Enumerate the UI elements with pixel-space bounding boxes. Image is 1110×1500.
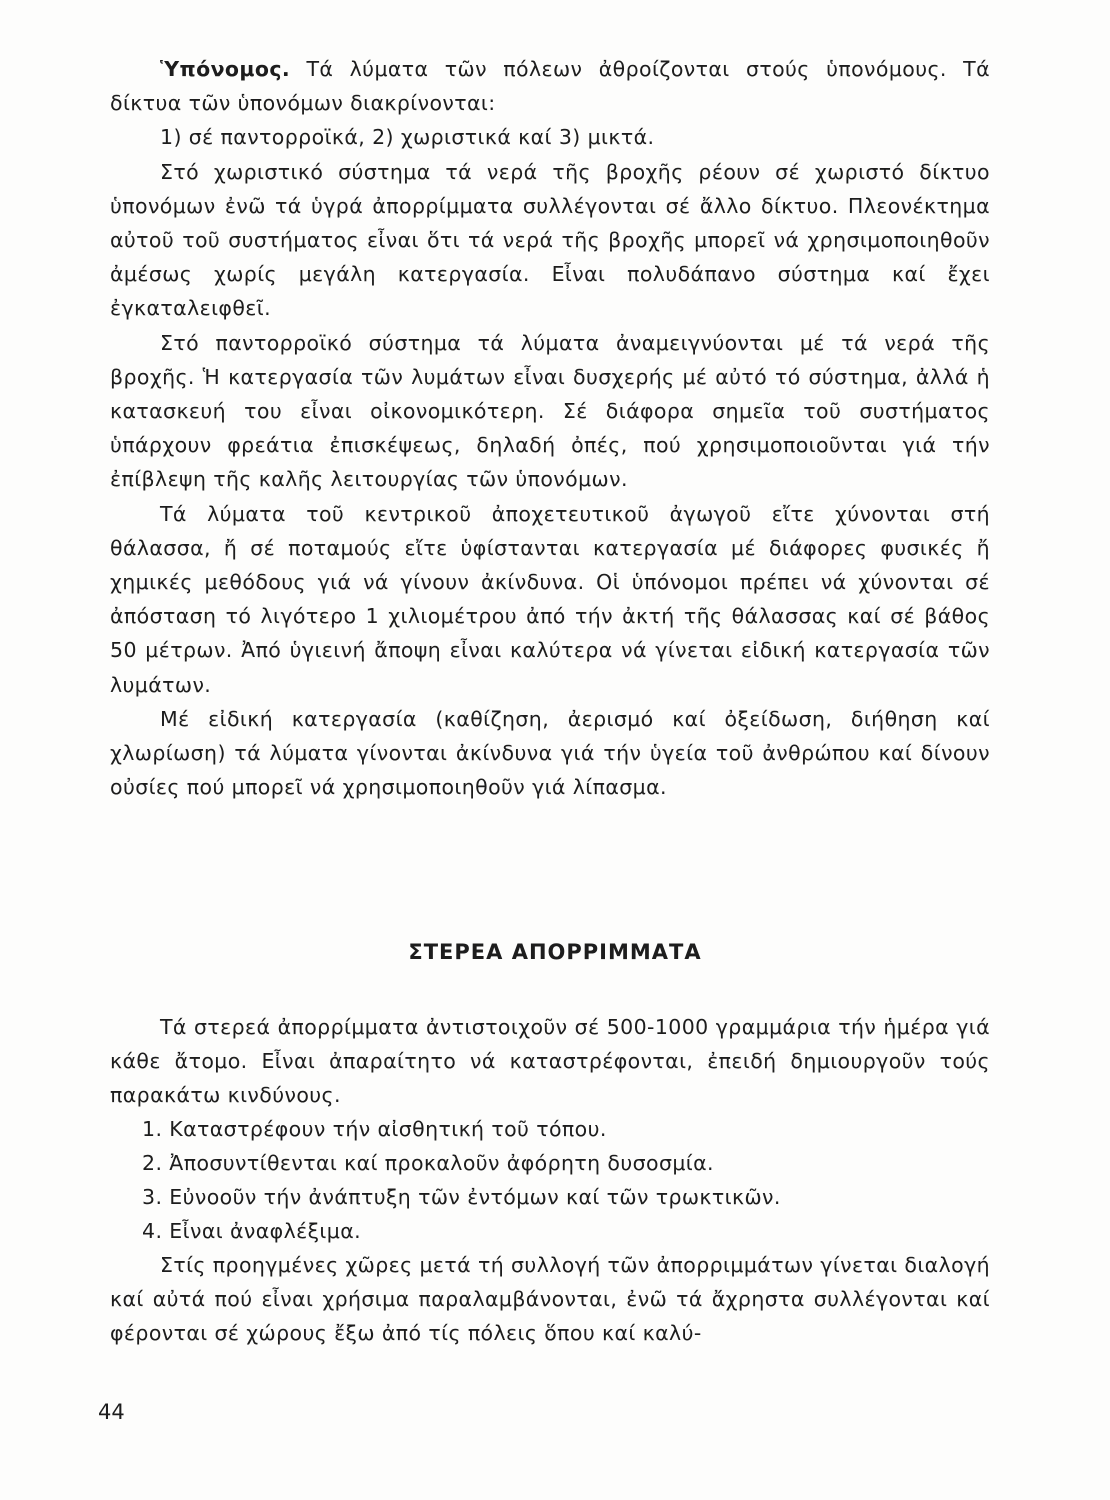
section-heading: ΣΤΕΡΕΑ ΑΠΟΡΡΙΜΜΑΤΑ [408, 940, 702, 964]
list-item: 1. Καταστρέφουν τήν αἰσθητική τοῦ τόπου. [142, 1117, 607, 1141]
paragraph-sewer-types: 1) σέ παντορροϊκά, 2) χωριστικά καί 3) μικτά. [160, 125, 655, 150]
paragraph-special-treatment: Μέ εἰδική κατεργασία (καθίζηση, ἀερισμό καί ὀξείδωση, διήθηση καί χλωρίωση) τά λύματα γίνονται ἀκίνδυνα γιά τήν ὑγεία τοῦ ἀνθρώπου καί δίνουν οὐσίες πού μπορεῖ νά χρησιμοποιηθοῦν γιά λίπασμα. [110, 706, 990, 800]
paragraph-solid-waste-closing: Στίς προηγμένες χῶρες μετά τή συλλογή τῶν ἀπορριμμάτων γίνεται διαλογή καί αὐτά πού εἶναι χρήσιμα παραλαμβάνονται, ἐνῶ τά ἄχρηστα συλλέγονται καί φέρονται σέ χώρους ἔξω ἀπό τίς πόλεις ὅπου καί καλύ- [110, 1253, 990, 1345]
list-item: 3. Εὐνοοῦν τήν ἀνάπτυξη τῶν ἐντόμων καί τῶν τρωκτικῶν. [142, 1185, 781, 1209]
list-item: 2. Ἀποσυντίθενται καί προκαλοῦν ἀφόρητη δυσοσμία. [142, 1151, 714, 1175]
paragraph-solid-waste-intro: Τά στερεά ἀπορρίμματα ἀντιστοιχοῦν σέ 500-1000 γραμμάρια τήν ἡμέρα γιά κάθε ἄτομο. Εἶναι ἀπαραίτητο νά καταστρέφονται, ἐπειδή δημιουργοῦν τούς παρακάτω κινδύνους. [110, 1015, 990, 1107]
section-solid-waste [110, 1010, 990, 1350]
term-ypono-mos: Ὑπόνομος. [160, 57, 291, 81]
section-sewers [110, 52, 990, 804]
paragraph-sewers-intro [110, 52, 990, 120]
paragraph-text: Τά λύματα τῶν πόλεων ἀθροίζονται στούς ὑπονόμους. Τά δίκτυα τῶν ὑπονόμων διακρίνονται: [110, 57, 990, 116]
list-item: 4. Εἶναι ἀναφλέξιμα. [142, 1219, 362, 1243]
paragraph-sewage-disposal: Τά λύματα τοῦ κεντρικοῦ ἀποχετευτικοῦ ἀγωγοῦ εἴτε χύνονται στή θάλασσα, ἤ σέ ποταμούς εἴτε ὑφίστανται κατεργασία μέ διάφορες φυσικές ἤ χημικές μεθόδους γιά νά γίνουν ἀκίνδυνα. Οἱ ὑπόνομοι πρέπει νά χύνονται σέ ἀπόσταση τό λιγότερο 1 χιλιομέτρου ἀπό τήν ἀκτή τῆς θάλασσας καί σέ βάθος 50 μέτρων. Ἀπό ὑγιεινή ἄποψη εἶναι καλύτερα νά γίνεται εἰδική κατεργασία τῶν λυμάτων. [110, 501, 990, 697]
paragraph-separate-system: Στό χωριστικό σύστημα τά νερά τῆς βροχῆς ρέουν σέ χωριστό δίκτυο ὑπονόμων ἐνῶ τά ὑγρά ἀπορρίμματα συλλέγονται σέ ἄλλο δίκτυο. Πλεονέκτημα αὐτοῦ τοῦ συστήματος εἶναι ὅτι τά νερά τῆς βροχῆς μπορεῖ νά χρησιμοποιηθοῦν ἀμέσως χωρίς μεγάλη κατεργασία. Εἶναι πολυδάπανο σύστημα καί ἔχει ἐγκαταλειφθεῖ. [110, 159, 990, 321]
page-number: 44 [98, 1400, 125, 1424]
paragraph-combined-system: Στό παντορροϊκό σύστημα τά λύματα ἀναμειγνύονται μέ τά νερά τῆς βροχῆς. Ἡ κατεργασία τῶν λυμάτων εἶναι δυσχερής μέ αὐτό τό σύστημα, ἀλλά ἡ κατασκευή του εἶναι οἰκονομικότερη. Σέ διάφορα σημεῖα τοῦ συστήματος ὑπάρχουν φρεάτια ἐπισκέψεως, δηλαδή ὀπές, πού χρησιμοποιοῦνται γιά τήν ἐπίβλεψη τῆς καλῆς λειτουργίας τῶν ὑπονόμων. [110, 330, 990, 492]
